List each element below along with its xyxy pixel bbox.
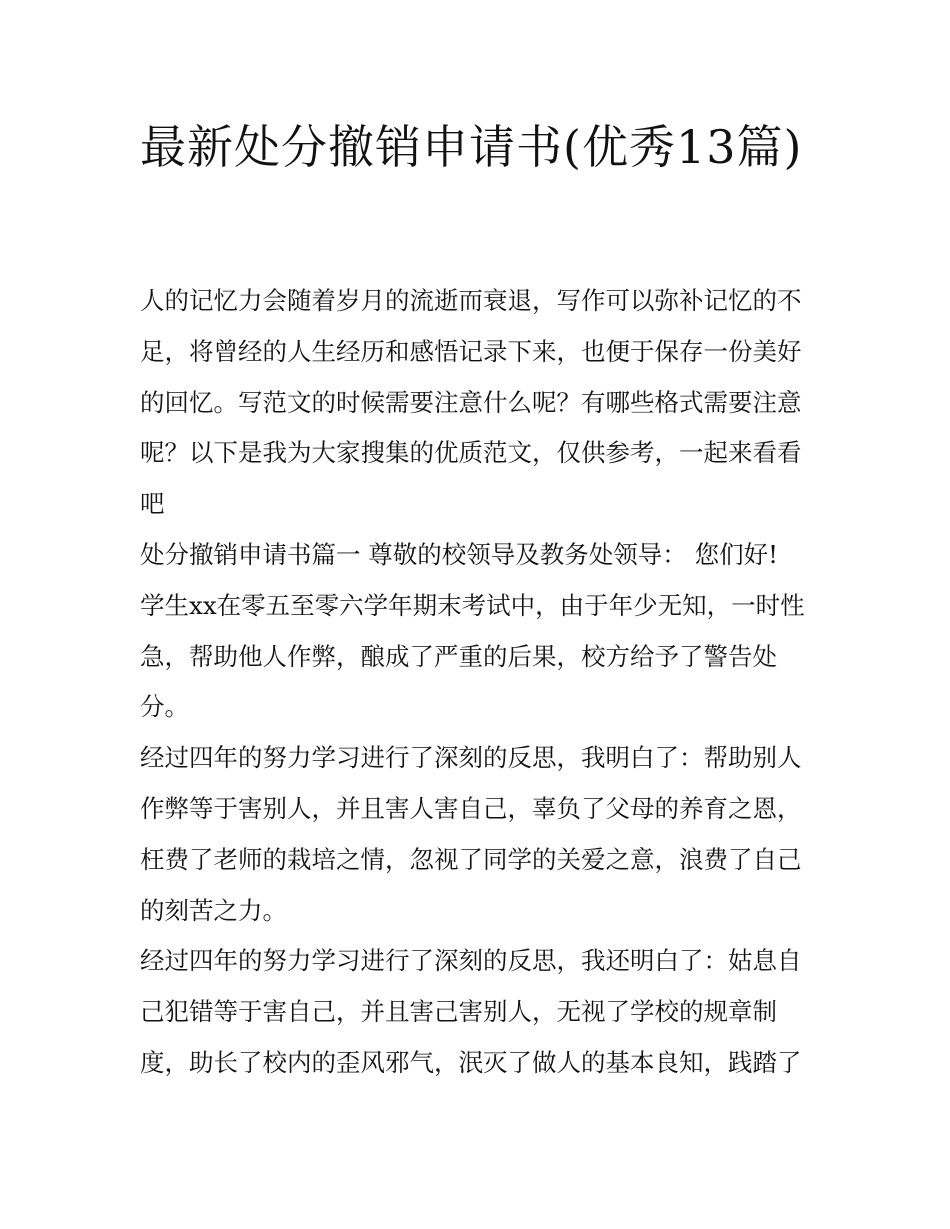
document-title: 最新处分撤销申请书(优秀13篇)	[140, 120, 803, 174]
body-paragraph: 学生xx在零五至零六学年期末考试中，由于年少无知，一时性急，帮助他人作弊，酿成了严重的后果，校方给予了警告处分。	[140, 590, 805, 722]
body-paragraph: 经过四年的努力学习进行了深刻的反思，我还明白了：姑息自己犯错等于害自己，并且害己害别人，无视了学校的规章制度，助长了校内的歪风邪气，泯灭了做人的基本良知，践踏了	[140, 946, 802, 1077]
document-body	[140, 276, 812, 1089]
salutation-paragraph: 处分撤销申请书篇一 尊敬的校领导及教务处领导： 您们好!	[140, 539, 778, 569]
intro-paragraph: 人的记忆力会随着岁月的流逝而衰退，写作可以弥补记忆的不足，将曾经的人生经历和感悟记录下来，也便于保存一份美好的回忆。写范文的时候需要注意什么呢？有哪些格式需要注意呢？以下是我为大家搜集的优质范文，仅供参考，一起来看看吧	[140, 286, 802, 519]
body-paragraph: 经过四年的努力学习进行了深刻的反思，我明白了：帮助别人作弊等于害别人，并且害人害自己，辜负了父母的养育之恩，枉费了老师的栽培之情，忽视了同学的关爱之意，浪费了自己的刻苦之力。	[140, 743, 802, 925]
